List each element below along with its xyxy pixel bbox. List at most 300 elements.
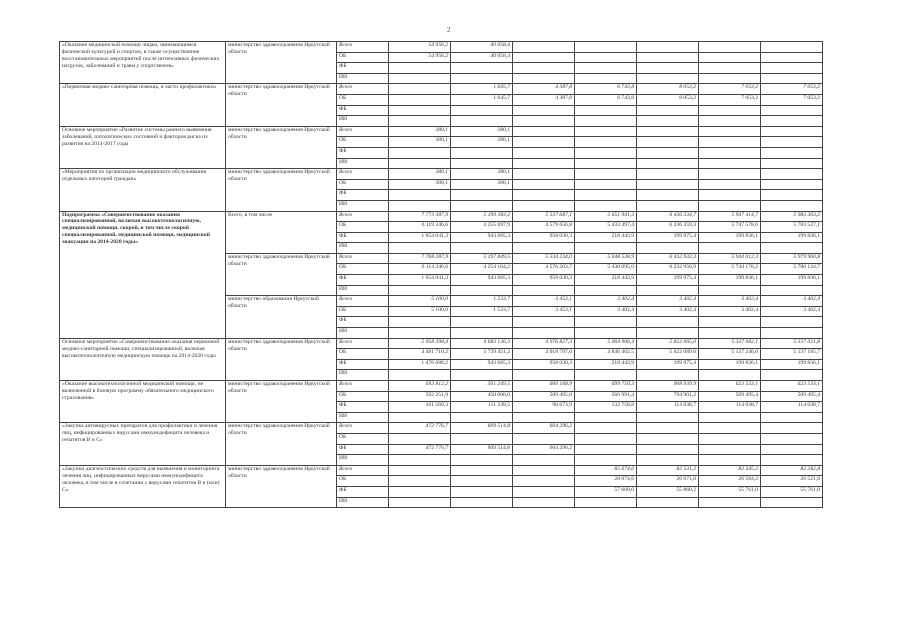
amount-cell: 380,1 xyxy=(389,137,451,148)
amount-cell: 82 531,2 xyxy=(637,465,699,476)
executor-cell: министерство здравоохранения Иркутской области xyxy=(226,126,337,168)
amount-cell: 82 282,8 xyxy=(761,465,823,476)
amount-cell: 623 533,1 xyxy=(761,381,823,392)
activity-description: Подпрограмма «Совершенствование оказания специализированной, включая высокотехнологичную, медицинской помощи, скорой, в том числе скорой специализированной, медицинской помощи, медицинской эвакуации на 2014-2020 годы» xyxy=(60,211,226,338)
amount-cell xyxy=(699,412,761,423)
amount-cell xyxy=(575,455,637,466)
amount-cell: 5 100,0 xyxy=(389,306,451,317)
executor-cell: министерство здравоохранения Иркутской области xyxy=(226,381,337,423)
amount-cell: 604 296,2 xyxy=(513,444,575,455)
amount-cell xyxy=(699,497,761,508)
amount-cell xyxy=(637,42,699,53)
amount-cell xyxy=(389,465,451,476)
amount-cell xyxy=(637,328,699,339)
table-row xyxy=(60,84,823,95)
amount-cell xyxy=(637,455,699,466)
amount-cell: 5 744 176,2 xyxy=(699,264,761,275)
funding-source-cell: ФБ xyxy=(337,147,389,158)
amount-cell: 40 058,4 xyxy=(451,42,513,53)
amount-cell: 1 533,7 xyxy=(451,296,513,307)
amount-cell xyxy=(761,243,823,254)
amount-cell xyxy=(575,158,637,169)
amount-cell xyxy=(389,63,451,74)
funding-source-cell: ФБ xyxy=(337,190,389,201)
amount-cell: 5 947 414,7 xyxy=(699,211,761,222)
amount-cell: 5 199 383,2 xyxy=(451,211,513,222)
amount-cell: 6 236 359,3 xyxy=(637,222,699,233)
amount-cell xyxy=(637,317,699,328)
funding-source-cell: ОБ xyxy=(337,391,389,402)
funding-source-cell: Всего xyxy=(337,465,389,476)
amount-cell xyxy=(389,243,451,254)
funding-source-cell: ФБ xyxy=(337,232,389,243)
amount-cell xyxy=(575,370,637,381)
amount-cell: 7 768 287,9 xyxy=(389,253,451,264)
amount-cell xyxy=(451,73,513,84)
amount-cell xyxy=(389,486,451,497)
amount-cell xyxy=(389,476,451,487)
funding-source-cell: ОБ xyxy=(337,433,389,444)
executor-cell: министерство здравоохранения Иркутской области xyxy=(226,42,337,84)
amount-cell xyxy=(575,433,637,444)
amount-cell xyxy=(389,412,451,423)
amount-cell xyxy=(575,52,637,63)
amount-cell: 199 836,1 xyxy=(761,275,823,286)
amount-cell xyxy=(761,137,823,148)
amount-cell xyxy=(513,476,575,487)
amount-cell xyxy=(451,433,513,444)
amount-cell: 450 000,0 xyxy=(451,391,513,402)
amount-cell xyxy=(513,126,575,137)
amount-cell: 380,1 xyxy=(451,169,513,180)
amount-cell xyxy=(575,73,637,84)
amount-cell: 566 991,4 xyxy=(575,391,637,402)
amount-cell xyxy=(389,433,451,444)
amount-cell xyxy=(761,328,823,339)
amount-cell xyxy=(699,42,761,53)
table-body xyxy=(60,42,823,508)
activity-description: Основное мероприятие «Развитие системы раннего выявления заболеваний, патологических состояний и факторов риска их развития на 2014-2017 годы xyxy=(60,126,226,168)
amount-cell: 5 430 095,0 xyxy=(575,264,637,275)
amount-cell xyxy=(761,73,823,84)
amount-cell xyxy=(451,497,513,508)
funding-source-cell: ОБ xyxy=(337,349,389,360)
amount-cell xyxy=(513,63,575,74)
amount-cell xyxy=(513,497,575,508)
amount-cell xyxy=(451,158,513,169)
amount-cell xyxy=(451,486,513,497)
amount-cell: 114 038,7 xyxy=(761,402,823,413)
amount-cell: 4 018 797,0 xyxy=(513,349,575,360)
amount-cell xyxy=(513,412,575,423)
amount-cell xyxy=(699,116,761,127)
executor-cell: министерство здравоохранения Иркутской области xyxy=(226,423,337,465)
amount-cell xyxy=(637,423,699,434)
amount-cell xyxy=(575,444,637,455)
table-row xyxy=(60,169,823,180)
amount-cell: 4 481 710,2 xyxy=(389,349,451,360)
amount-cell xyxy=(513,147,575,158)
activity-description: «Оказание высокотехнологичной медицинской помощи, не включенной в базовую программу обязательного медицинского страхования» xyxy=(60,381,226,423)
amount-cell: 55 761,0 xyxy=(761,486,823,497)
amount-cell xyxy=(637,497,699,508)
amount-cell xyxy=(699,285,761,296)
funding-source-cell: ФБ xyxy=(337,105,389,116)
amount-cell xyxy=(389,116,451,127)
amount-cell: 7 773 387,9 xyxy=(389,211,451,222)
amount-cell xyxy=(451,412,513,423)
amount-cell: 5 100,0 xyxy=(389,296,451,307)
executor-cell: министерство здравоохранения Иркутской области xyxy=(226,253,337,295)
amount-cell: 7 053,2 xyxy=(761,84,823,95)
amount-cell xyxy=(513,42,575,53)
amount-cell xyxy=(513,455,575,466)
amount-cell xyxy=(699,370,761,381)
amount-cell xyxy=(699,433,761,444)
amount-cell: 3 402,4 xyxy=(761,306,823,317)
amount-cell: 101 560,3 xyxy=(389,402,451,413)
amount-cell: 6 432 932,3 xyxy=(637,253,699,264)
funding-source-cell: ИИ xyxy=(337,158,389,169)
amount-cell xyxy=(699,200,761,211)
funding-source-cell: ИИ xyxy=(337,116,389,127)
amount-cell xyxy=(637,73,699,84)
activity-description: «Первичная медико-санитарная помощь, в части профилактики» xyxy=(60,84,226,126)
amount-cell xyxy=(575,42,637,53)
amount-cell: 54 956,2 xyxy=(389,52,451,63)
amount-cell xyxy=(575,116,637,127)
amount-cell xyxy=(699,52,761,63)
amount-cell: 26 671,0 xyxy=(637,476,699,487)
funding-source-cell: ФБ xyxy=(337,402,389,413)
amount-cell: 943 685,3 xyxy=(451,232,513,243)
amount-cell: 199 975,4 xyxy=(637,275,699,286)
table-row xyxy=(60,211,823,222)
amount-cell xyxy=(389,73,451,84)
amount-cell: 4 976 827,3 xyxy=(513,338,575,349)
amount-cell: 90 673,9 xyxy=(513,402,575,413)
amount-cell: 943 685,3 xyxy=(451,359,513,370)
amount-cell: 111 249,5 xyxy=(451,402,513,413)
amount-cell xyxy=(637,243,699,254)
activity-description: «Закупки диагностических средств для выявления и мониторинга лечения лиц, инфицированных вирусами иммунодефицита человека, в том числе в сочетании с вирусами гепатитов В и (или) С» xyxy=(60,465,226,507)
amount-cell xyxy=(513,137,575,148)
amount-cell: 380,1 xyxy=(389,179,451,190)
amount-cell: 4 683 136,3 xyxy=(451,338,513,349)
amount-cell xyxy=(699,444,761,455)
amount-cell xyxy=(451,455,513,466)
amount-cell xyxy=(575,243,637,254)
amount-cell xyxy=(761,52,823,63)
funding-source-cell: ИИ xyxy=(337,200,389,211)
amount-cell xyxy=(699,317,761,328)
amount-cell: 5 983 363,2 xyxy=(761,211,823,222)
funding-source-cell: ИИ xyxy=(337,455,389,466)
funding-source-cell: ФБ xyxy=(337,359,389,370)
amount-cell xyxy=(761,455,823,466)
amount-cell xyxy=(699,158,761,169)
amount-cell: 472 776,7 xyxy=(389,423,451,434)
executor-cell: министерство здравоохранения Иркутской области xyxy=(226,84,337,126)
funding-source-cell: ФБ xyxy=(337,317,389,328)
amount-cell: 6 743,8 xyxy=(575,94,637,105)
table-row xyxy=(60,42,823,53)
amount-cell xyxy=(761,285,823,296)
funding-source-cell: ОБ xyxy=(337,52,389,63)
amount-cell: 1 645,7 xyxy=(451,84,513,95)
amount-cell: 199 836,1 xyxy=(761,232,823,243)
table-row xyxy=(60,465,823,476)
funding-source-cell: Всего xyxy=(337,126,389,137)
activity-description: Основное мероприятие «Совершенствование оказания первичной медико-санитарной помощи, специализированной, включая высокотехнологичную медицинскую помощь на 2014-2020 годы xyxy=(60,338,226,380)
amount-cell xyxy=(451,190,513,201)
amount-cell xyxy=(575,317,637,328)
amount-cell xyxy=(637,105,699,116)
amount-cell xyxy=(761,412,823,423)
amount-cell xyxy=(575,190,637,201)
amount-cell xyxy=(575,147,637,158)
amount-cell: 1 654 041,3 xyxy=(389,232,451,243)
amount-cell xyxy=(575,63,637,74)
amount-cell: 5 137 246,0 xyxy=(699,349,761,360)
amount-cell: 609 514,8 xyxy=(451,444,513,455)
executor-cell: Всего, в том числе xyxy=(226,211,337,253)
funding-source-cell: Всего xyxy=(337,338,389,349)
amount-cell xyxy=(389,158,451,169)
amount-cell xyxy=(637,412,699,423)
amount-cell: 4 254 164,2 xyxy=(451,264,513,275)
amount-cell: 28 074,6 xyxy=(575,476,637,487)
amount-cell: 380,1 xyxy=(451,179,513,190)
amount-cell: 1 654 041,3 xyxy=(389,275,451,286)
amount-cell xyxy=(575,179,637,190)
amount-cell: 114 038,7 xyxy=(637,402,699,413)
amount-cell: 3 402,4 xyxy=(575,296,637,307)
amount-cell xyxy=(451,285,513,296)
amount-cell: 5 651 941,3 xyxy=(575,211,637,222)
funding-source-cell: ИИ xyxy=(337,370,389,381)
funding-source-cell: ФБ xyxy=(337,444,389,455)
table-row xyxy=(60,126,823,137)
amount-cell: 57 600,0 xyxy=(575,486,637,497)
amount-cell xyxy=(513,243,575,254)
amount-cell xyxy=(513,433,575,444)
funding-source-cell: ИИ xyxy=(337,412,389,423)
funding-source-cell: ОБ xyxy=(337,306,389,317)
funding-source-cell: ИИ xyxy=(337,243,389,254)
amount-cell: 4 576 203,7 xyxy=(513,264,575,275)
amount-cell xyxy=(637,370,699,381)
amount-cell: 380,1 xyxy=(451,137,513,148)
amount-cell xyxy=(699,243,761,254)
amount-cell xyxy=(761,444,823,455)
amount-cell xyxy=(389,147,451,158)
activity-description: «Закупка антивирусных препаратов для профилактики и лечения лиц, инфицированных вирусами иммунодефицита человека и гепатитов В и С» xyxy=(60,423,226,465)
amount-cell xyxy=(389,497,451,508)
amount-cell xyxy=(575,328,637,339)
amount-cell xyxy=(513,200,575,211)
amount-cell: 40 058,4 xyxy=(451,52,513,63)
amount-cell: 199 975,4 xyxy=(637,232,699,243)
amount-cell xyxy=(451,317,513,328)
funding-source-cell: ИИ xyxy=(337,73,389,84)
funding-source-cell: ФБ xyxy=(337,275,389,286)
amount-cell: 1 533,7 xyxy=(451,306,513,317)
amount-cell xyxy=(761,497,823,508)
activity-description: «Оказание медицинской помощи лицам, занимающимся физической культурой и спортом, в также осуществление восстановительных мероприятий после интенсивных физических нагрузок, заболеваний и травм у спортсменов» xyxy=(60,42,226,84)
amount-cell: 4 387,8 xyxy=(513,94,575,105)
amount-cell xyxy=(575,412,637,423)
funding-source-cell: ОБ xyxy=(337,264,389,275)
amount-cell xyxy=(513,158,575,169)
funding-source-cell: ОБ xyxy=(337,476,389,487)
amount-cell: 3 453,1 xyxy=(513,306,575,317)
amount-cell: 3 402,4 xyxy=(575,306,637,317)
amount-cell: 26 584,2 xyxy=(699,476,761,487)
amount-cell: 5 537 687,1 xyxy=(513,211,575,222)
funding-source-cell: Всего xyxy=(337,381,389,392)
amount-cell xyxy=(637,116,699,127)
amount-cell xyxy=(389,328,451,339)
amount-cell: 199 836,1 xyxy=(761,359,823,370)
amount-cell xyxy=(513,179,575,190)
amount-cell xyxy=(451,243,513,254)
amount-cell xyxy=(637,63,699,74)
amount-cell: 3 402,4 xyxy=(761,296,823,307)
amount-cell xyxy=(513,328,575,339)
amount-cell xyxy=(699,455,761,466)
amount-cell xyxy=(575,497,637,508)
amount-cell xyxy=(513,190,575,201)
amount-cell: 958 030,3 xyxy=(513,232,575,243)
amount-cell: 5 337 082,1 xyxy=(699,338,761,349)
amount-cell: 509 495,4 xyxy=(699,391,761,402)
amount-cell xyxy=(513,317,575,328)
amount-cell xyxy=(451,105,513,116)
amount-cell xyxy=(761,63,823,74)
amount-cell: 5 197 849,5 xyxy=(451,253,513,264)
funding-source-cell: Всего xyxy=(337,42,389,53)
executor-cell: министерство здравоохранения Иркутской области xyxy=(226,465,337,507)
amount-cell: 509 495,0 xyxy=(513,391,575,402)
budget-table xyxy=(59,41,823,508)
amount-cell: 5 534 234,0 xyxy=(513,253,575,264)
amount-cell xyxy=(699,63,761,74)
amount-cell: 5 958 398,4 xyxy=(389,338,451,349)
amount-cell: 794 901,2 xyxy=(637,391,699,402)
amount-cell xyxy=(451,116,513,127)
amount-cell xyxy=(761,42,823,53)
amount-cell: 592 251,9 xyxy=(389,391,451,402)
amount-cell: 7 053,2 xyxy=(699,84,761,95)
funding-source-cell: Всего xyxy=(337,296,389,307)
funding-source-cell: ОБ xyxy=(337,137,389,148)
amount-cell xyxy=(389,317,451,328)
amount-cell: 85 674,6 xyxy=(575,465,637,476)
amount-cell: 5 783 527,1 xyxy=(761,222,823,233)
amount-cell: 55 860,2 xyxy=(637,486,699,497)
amount-cell: 5 064 906,4 xyxy=(575,338,637,349)
funding-source-cell: ФБ xyxy=(337,63,389,74)
amount-cell xyxy=(637,169,699,180)
amount-cell xyxy=(637,285,699,296)
amount-cell: 509 495,4 xyxy=(761,391,823,402)
amount-cell xyxy=(761,179,823,190)
amount-cell: 3 402,4 xyxy=(699,306,761,317)
amount-cell: 199 836,1 xyxy=(699,275,761,286)
amount-cell: 5 780 124,7 xyxy=(761,264,823,275)
amount-cell: 380,1 xyxy=(389,126,451,137)
amount-cell xyxy=(451,147,513,158)
amount-cell xyxy=(699,423,761,434)
amount-cell: 943 685,3 xyxy=(451,275,513,286)
amount-cell xyxy=(513,52,575,63)
amount-cell: 5 622 089,6 xyxy=(637,349,699,360)
amount-cell: 218 443,9 xyxy=(575,232,637,243)
amount-cell xyxy=(513,370,575,381)
amount-cell: 6 743,8 xyxy=(575,84,637,95)
amount-cell xyxy=(389,285,451,296)
amount-cell: 5 979 960,8 xyxy=(761,253,823,264)
amount-cell xyxy=(637,126,699,137)
executor-cell: министерство образования Иркутской области xyxy=(226,296,337,338)
funding-source-cell: ОБ xyxy=(337,179,389,190)
amount-cell xyxy=(699,328,761,339)
amount-cell xyxy=(761,190,823,201)
amount-cell xyxy=(761,370,823,381)
amount-cell xyxy=(451,476,513,487)
amount-cell: 5 137 185,7 xyxy=(761,349,823,360)
funding-source-cell: ОБ xyxy=(337,94,389,105)
amount-cell: 8 053,2 xyxy=(637,84,699,95)
amount-cell xyxy=(761,158,823,169)
funding-source-cell: Всего xyxy=(337,84,389,95)
amount-cell xyxy=(575,137,637,148)
amount-cell: 3 453,1 xyxy=(513,296,575,307)
amount-cell xyxy=(575,200,637,211)
amount-cell: 6 232 956,9 xyxy=(637,264,699,275)
amount-cell xyxy=(389,455,451,466)
amount-cell xyxy=(451,328,513,339)
amount-cell xyxy=(389,105,451,116)
amount-cell xyxy=(637,158,699,169)
amount-cell xyxy=(389,94,451,105)
amount-cell: 623 533,1 xyxy=(699,381,761,392)
amount-cell: 132 758,8 xyxy=(575,402,637,413)
funding-source-cell: ИИ xyxy=(337,285,389,296)
amount-cell xyxy=(761,116,823,127)
amount-cell xyxy=(451,370,513,381)
amount-cell xyxy=(637,137,699,148)
amount-cell: 1 476 688,2 xyxy=(389,359,451,370)
amount-cell xyxy=(699,73,761,84)
amount-cell: 4 255 697,9 xyxy=(451,222,513,233)
amount-cell: 8 053,2 xyxy=(637,94,699,105)
executor-cell: министерство здравоохранения Иркутской области xyxy=(226,338,337,380)
amount-cell xyxy=(699,169,761,180)
amount-cell: 5 337 021,8 xyxy=(761,338,823,349)
amount-cell: 218 443,9 xyxy=(575,359,637,370)
funding-source-cell: ФБ xyxy=(337,486,389,497)
amount-cell: 199 836,1 xyxy=(699,359,761,370)
amount-cell xyxy=(575,169,637,180)
amount-cell: 561 249,5 xyxy=(451,381,513,392)
amount-cell xyxy=(513,116,575,127)
amount-cell xyxy=(513,105,575,116)
amount-cell xyxy=(699,137,761,148)
amount-cell xyxy=(761,126,823,137)
amount-cell xyxy=(513,486,575,497)
